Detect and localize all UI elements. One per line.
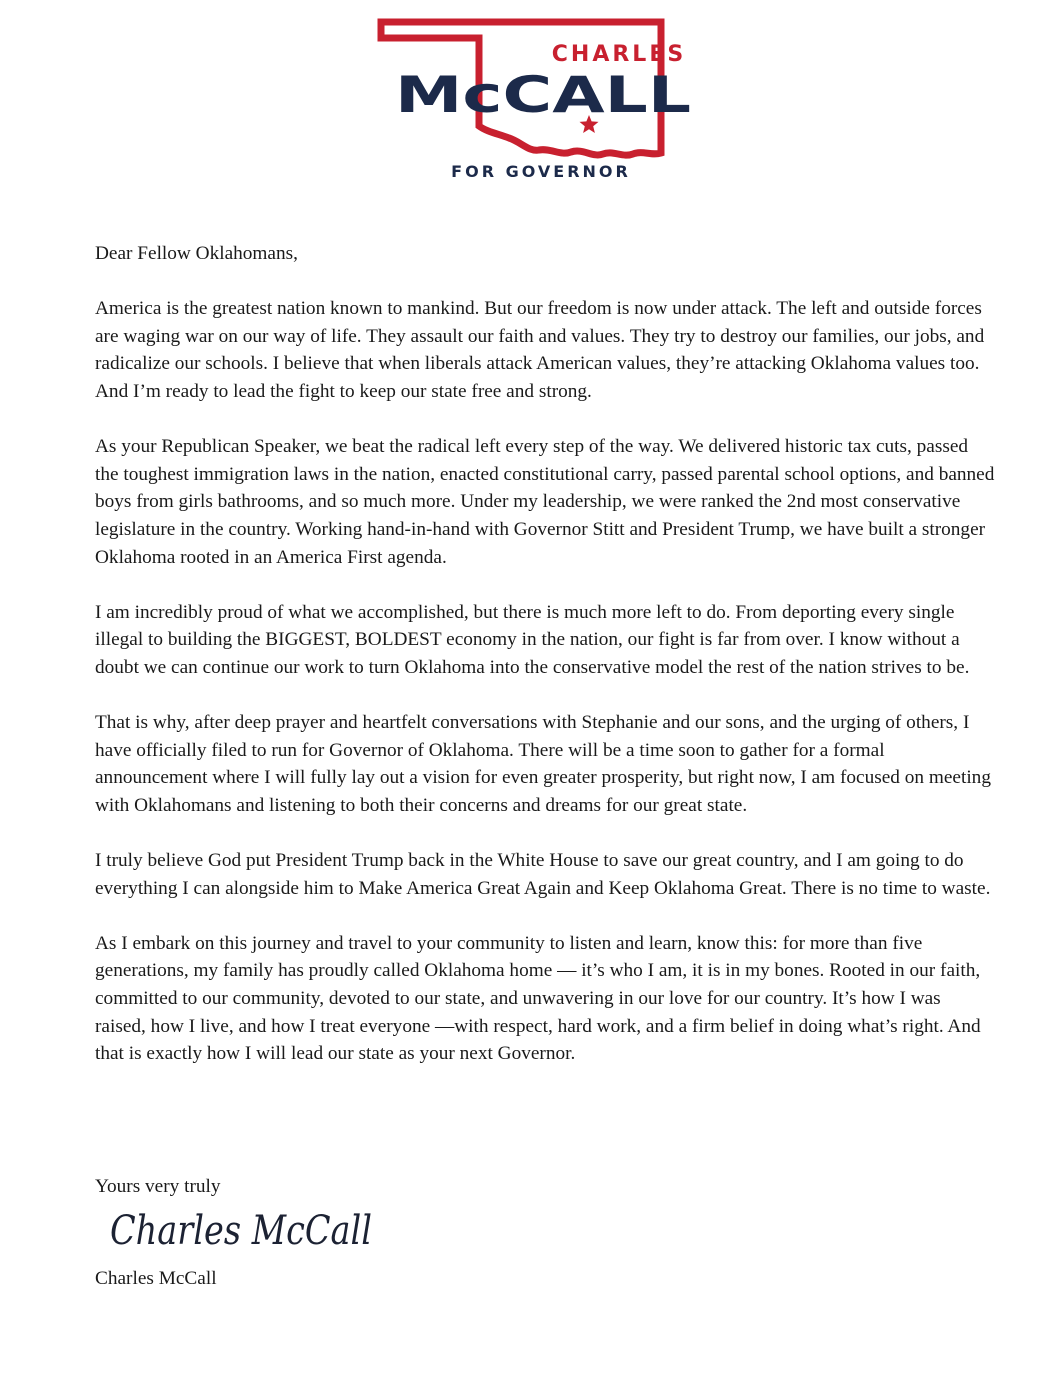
signature-glyphs: Charles McCall — [110, 1208, 372, 1254]
letter-paragraph: As your Republican Speaker, we beat the radical left every step of the way. We delivered historic tax cuts, passed the toughest immigration laws in the nation, enacted constitutional carry, passed parental school options, and banned boys from girls bathrooms, and so much more. Under my leadership, we were ranked the 2nd most conservative legislature in the country. Working hand-in-hand with Governor Stitt and President Trump, we have built a stronger Oklahoma rooted in an America First agenda. — [95, 436, 995, 568]
letter-paragraph: I am incredibly proud of what we accomplished, but there is much more left to do. From deporting every single illegal to building the BIGGEST, BOLDEST economy in the nation, our fight is far from over. I know without a doubt we can continue our work to turn Oklahoma into the conservative model the rest of the nation strives to be. — [95, 601, 970, 678]
letter-paragraph: As I embark on this journey and travel to your community to listen and learn, know this: for more than five generations, my family has proudly called Oklahoma home — it’s who I am, it is in my bones. Rooted in our faith, committed to our community, devoted to our state, and unwavering in our love for our country. It’s how I was raised, how I live, and how I treat everyone —with respect, hard work, and a firm belief in doing what’s right. And that is exactly how I will lead our state as your next Governor. — [95, 932, 981, 1065]
handwritten-signature — [108, 1200, 388, 1260]
logo-tagline: FOR GOVERNOR — [451, 162, 631, 181]
salutation: Dear Fellow Oklahomans, — [95, 243, 298, 264]
logo-first-name: CHARLES — [551, 42, 687, 67]
signed-name: Charles McCall — [95, 1268, 217, 1289]
signature-drawing — [108, 1200, 388, 1260]
logo-last-name: McCALL — [395, 66, 691, 124]
letter-paragraph: America is the greatest nation known to mankind. But our freedom is now under attack. The left and outside forces are waging war on our way of life. They assault our faith and values. They try to destroy our families, our jobs, and radicalize our schools. I believe that when liberals attack American values, they’re attacking Oklahoma values too. And I’m ready to lead the fight to keep our state free and strong. — [95, 298, 985, 402]
letter-body — [95, 240, 995, 1095]
closing: Yours very truly — [95, 1176, 221, 1197]
campaign-logo — [375, 14, 695, 184]
oklahoma-outline-logo — [375, 14, 695, 184]
letter-paragraph: I truly believe God put President Trump back in the White House to save our great country, and I am going to do everything I can alongside him to Make America Great Again and Keep Oklahoma Great. There is no time to waste. — [95, 850, 991, 899]
letter-paragraph: That is why, after deep prayer and heartfelt conversations with Stephanie and our sons, and the urging of others, I have officially filed to run for Governor of Oklahoma. There will be a time soon to gather for a formal announcement where I will fully lay out a vision for even greater prosperity, but right now, I am focused on meeting with Oklahomans and listening to both their concerns and dreams for our great state. — [95, 712, 991, 816]
